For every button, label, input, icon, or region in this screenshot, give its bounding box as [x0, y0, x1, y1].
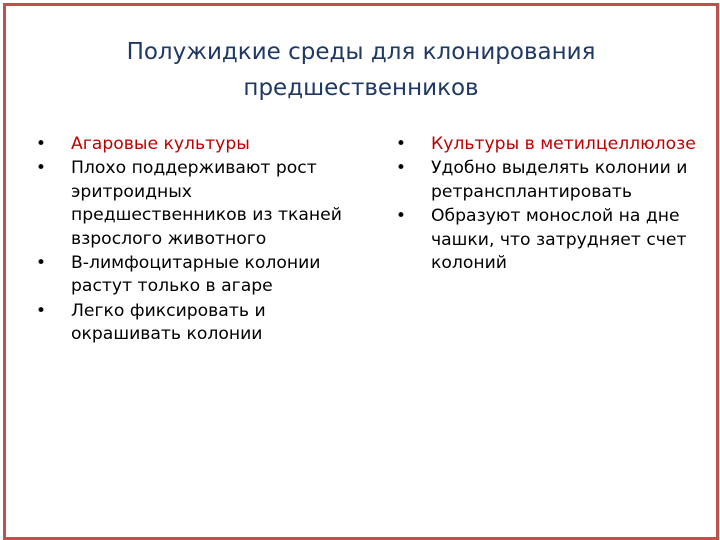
list-item — [26, 157, 356, 251]
list-item — [386, 205, 711, 275]
list-item — [26, 300, 356, 347]
list-item-agar-cultures — [26, 133, 356, 156]
list-item-text: Агаровые культуры — [71, 134, 250, 154]
list-item-text: Образуют монослой на дне чашки, что затрудняет счет колоний — [431, 206, 687, 274]
list-item-text: Легко фиксировать и окрашивать колонии — [71, 300, 266, 345]
list-item — [26, 252, 356, 299]
list-item-methylcellulose-cultures — [386, 133, 711, 156]
slide-title-line-2: предшественников — [243, 75, 479, 101]
bullet-icon: • — [395, 134, 407, 154]
left-column-list — [26, 133, 356, 348]
slide-title — [6, 34, 716, 106]
bullet-icon: • — [395, 206, 407, 227]
slide — [3, 3, 719, 540]
bullet-icon: • — [35, 253, 47, 274]
bullet-icon: • — [35, 158, 47, 179]
list-item-text: Культуры в метилцеллюлозе — [431, 134, 696, 154]
bullet-icon: • — [35, 300, 47, 321]
right-column-list — [386, 133, 711, 276]
list-item-text: Плохо поддерживают рост эритроидных предшественников из тканей взрослого животного — [71, 158, 342, 249]
list-item-text: В-лимфоцитарные колонии растут только в агаре — [71, 253, 321, 297]
list-item-text: Удобно выделять колонии и ретрансплантировать — [431, 158, 688, 202]
slide-title-line-1: Полужидкие среды для клонирования — [126, 39, 596, 65]
list-item — [386, 157, 711, 204]
bullet-icon: • — [395, 158, 407, 179]
bullet-icon: • — [35, 134, 47, 154]
